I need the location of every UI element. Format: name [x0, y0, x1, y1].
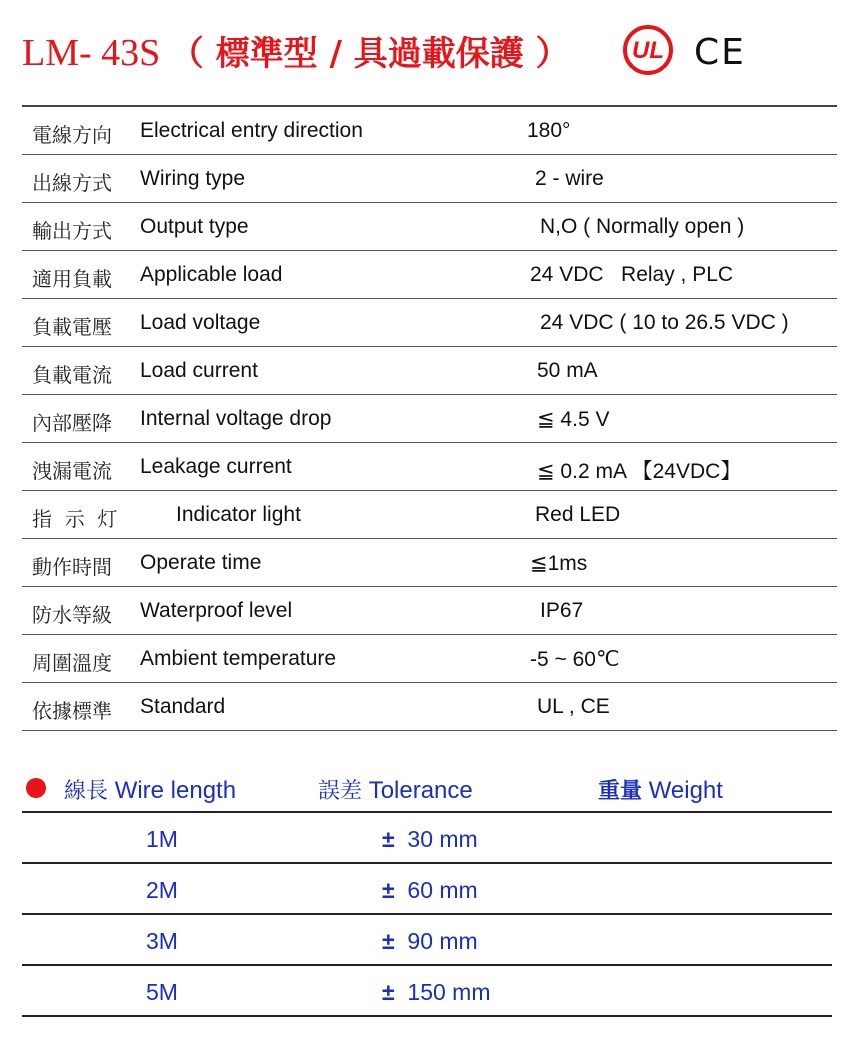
spec-label-zh: 負載電壓 — [32, 315, 112, 339]
spec-label-zh: 電線方向 — [32, 123, 112, 147]
page-title — [22, 26, 570, 75]
wire-length-cell: 1M — [146, 826, 178, 852]
wire-length-heading-zh: 線長 — [64, 779, 109, 804]
spec-value: Red LED — [535, 503, 621, 526]
tolerance-cell — [382, 979, 491, 1006]
tolerance-value: 60 mm — [407, 877, 478, 903]
spec-value: 24 VDC ( 10 to 26.5 VDC ) — [540, 311, 789, 334]
plus-minus-symbol: ± — [382, 928, 395, 954]
wire-length-cell: 3M — [146, 928, 178, 954]
spec-label-zh: 動作時間 — [32, 555, 112, 579]
tolerance-heading-en: Tolerance — [368, 777, 473, 804]
spec-label-zh: 依據標準 — [32, 699, 112, 723]
wire-length-cell: 5M — [146, 979, 178, 1005]
spec-label-en: Indicator light — [176, 503, 301, 526]
spec-value: UL , CE — [537, 695, 610, 718]
spec-label-zh: 洩漏電流 — [32, 459, 112, 483]
spec-row-applicable-load — [22, 251, 837, 299]
spec-label-en: Waterproof level — [140, 599, 293, 622]
plus-minus-symbol: ± — [382, 826, 395, 852]
spec-label-en: Leakage current — [140, 455, 292, 478]
spec-label-en: Electrical entry direction — [140, 119, 363, 142]
model-description: （ 標準型 / 具過載保護 ） — [169, 34, 570, 74]
wire-length-heading-en: Wire length — [114, 777, 237, 804]
spec-label-zh: 指 示 灯 — [32, 507, 118, 531]
spec-label-en: Output type — [140, 215, 249, 238]
tolerance-cell — [382, 877, 478, 904]
tolerance-cell — [382, 928, 478, 955]
spec-value: 50 mA — [537, 359, 598, 382]
spec-row-leakage-current — [22, 443, 837, 491]
spec-row-load-current — [22, 347, 837, 395]
spec-label-en: Internal voltage drop — [140, 407, 332, 430]
spec-label-zh: 負載電流 — [32, 363, 112, 387]
spec-value: ≦ 4.5 V — [537, 408, 610, 431]
plus-minus-symbol: ± — [382, 979, 395, 1005]
spec-label-en: Applicable load — [140, 263, 283, 286]
ul-mark-text: UL — [632, 37, 664, 64]
tolerance-value: 150 mm — [407, 979, 491, 1005]
spec-value: 2 - wire — [535, 167, 604, 190]
tolerance-heading — [318, 774, 473, 805]
weight-heading — [598, 774, 723, 805]
spec-row-operate-time — [22, 539, 837, 587]
spec-value: 24 VDC Relay , PLC — [530, 263, 734, 286]
table-row — [22, 813, 832, 864]
spec-value: -5 ~ 60℃ — [530, 648, 620, 671]
spec-row-waterproof-level — [22, 587, 837, 635]
table-row — [22, 915, 832, 966]
spec-label-en: Load current — [140, 359, 258, 382]
wire-table-header — [22, 768, 837, 808]
spec-row-standard — [22, 683, 837, 731]
table-row — [22, 966, 832, 1017]
weight-heading-zh: 重量 — [598, 779, 643, 804]
spec-label-zh: 適用負載 — [32, 267, 112, 291]
plus-minus-symbol: ± — [382, 877, 395, 903]
ul-certification-icon — [622, 24, 674, 76]
spec-label-zh: 防水等級 — [32, 603, 112, 627]
spec-label-zh: 出線方式 — [32, 171, 112, 195]
spec-table — [22, 105, 837, 731]
spec-label-en: Wiring type — [140, 167, 246, 190]
spec-value: IP67 — [540, 599, 584, 622]
title-row — [22, 18, 842, 82]
spec-row-entry-direction — [22, 107, 837, 155]
spec-row-voltage-drop — [22, 395, 837, 443]
table-row — [22, 864, 832, 915]
model-name: LM- 43S — [22, 32, 161, 74]
tolerance-value: 90 mm — [407, 928, 478, 954]
wire-table — [22, 811, 832, 1017]
spec-label-zh: 內部壓降 — [32, 411, 112, 435]
spec-value: ≦ 0.2 mA 【24VDC】 — [537, 460, 742, 483]
spec-label-en: Ambient temperature — [140, 647, 337, 670]
spec-label-zh: 輸出方式 — [32, 219, 112, 243]
spec-label-en: Standard — [140, 695, 226, 718]
spec-label-en: Operate time — [140, 551, 262, 574]
spec-row-wiring-type — [22, 155, 837, 203]
wire-length-heading — [64, 774, 236, 805]
spec-value: 180° — [527, 119, 571, 142]
spec-row-load-voltage — [22, 299, 837, 347]
spec-value: N,O ( Normally open ) — [540, 215, 745, 238]
spec-row-ambient-temperature — [22, 635, 837, 683]
ce-certification-icon: CE — [694, 32, 746, 73]
weight-heading-en: Weight — [648, 777, 723, 804]
tolerance-heading-zh: 誤差 — [318, 779, 363, 804]
spec-label-zh: 周圍溫度 — [32, 651, 112, 675]
spec-row-output-type — [22, 203, 837, 251]
tolerance-value: 30 mm — [407, 826, 478, 852]
bullet-icon — [26, 778, 46, 798]
tolerance-cell — [382, 826, 478, 853]
spec-label-en: Load voltage — [140, 311, 261, 334]
spec-value: ≦1ms — [530, 552, 588, 575]
spec-row-indicator-light — [22, 491, 837, 539]
wire-length-cell: 2M — [146, 877, 178, 903]
